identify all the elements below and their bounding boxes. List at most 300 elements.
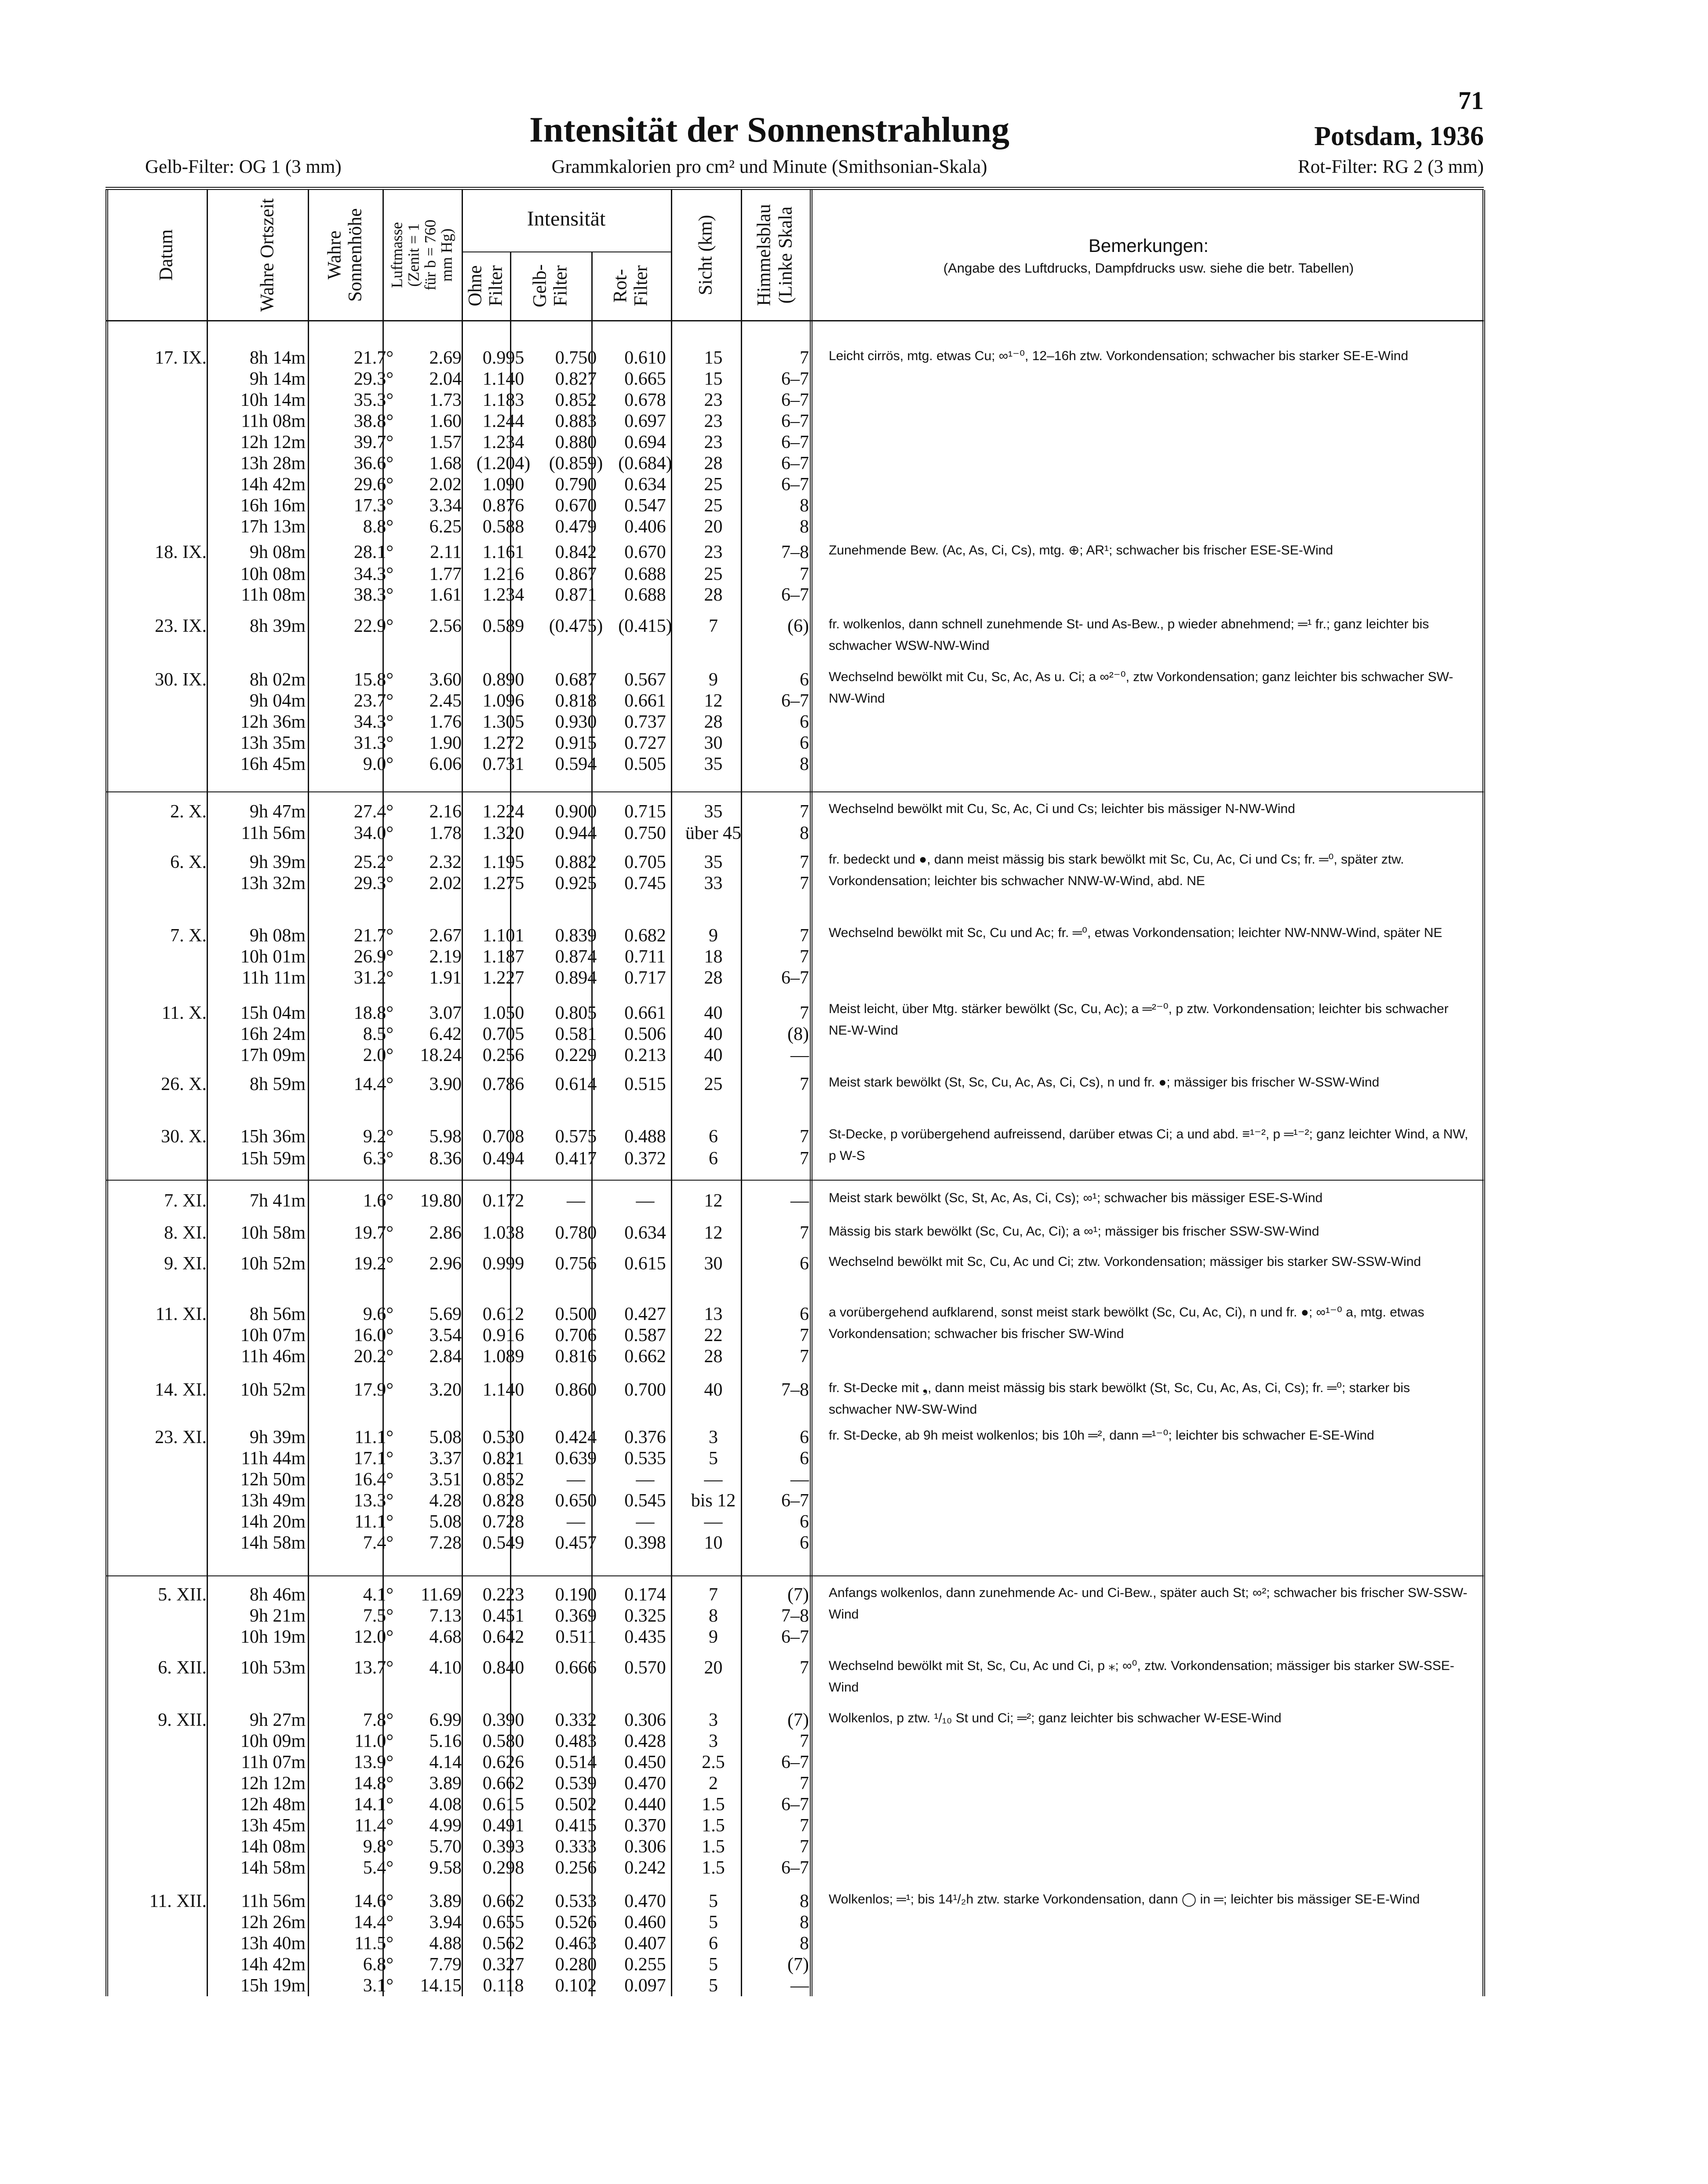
cell-ohne-filter: 0.491	[482, 1816, 524, 1836]
cell-time: 8h 02m	[249, 670, 306, 690]
cell-himmelsblau: 7	[800, 852, 809, 872]
cell-air-mass: 4.68	[429, 1627, 462, 1647]
remark-text: fr. wolkenlos, dann schnell zunehmende St- und As-Bew., p wieder abnehmend; ═¹ fr.; ganz leichter bis schwacher WSW-NW-Wind	[829, 617, 1429, 653]
cell-rot-filter: 0.450	[624, 1752, 666, 1772]
cell-ohne-filter: 0.451	[482, 1606, 524, 1626]
cell-gelb-filter: 0.614	[555, 1074, 597, 1094]
table-row	[106, 1605, 813, 1627]
cell-ohne-filter: 1.320	[482, 823, 524, 843]
cell-himmelsblau: (8)	[787, 1024, 809, 1044]
cell-ohne-filter: 0.588	[482, 517, 524, 537]
cell-gelb-filter: 0.575	[555, 1127, 597, 1147]
cell-sicht: 3	[709, 1427, 718, 1447]
cell-gelb-filter: 0.867	[555, 564, 597, 584]
cell-air-mass: 2.04	[429, 369, 462, 389]
cell-gelb-filter: 0.650	[555, 1491, 597, 1511]
cell-sun-height: 11.5°	[354, 1933, 393, 1954]
cell-sun-height: 14.1°	[353, 1794, 393, 1815]
cell-time: 9h 14m	[249, 369, 306, 389]
cell-sicht: 5	[709, 1891, 718, 1911]
cell-date: 9. XII.	[158, 1710, 207, 1730]
cell-time: 8h 14m	[249, 348, 306, 368]
cell-gelb-filter: 0.842	[555, 542, 597, 562]
cell-himmelsblau: —	[790, 1469, 809, 1490]
table-row	[106, 516, 813, 538]
cell-sicht: 40	[704, 1380, 723, 1400]
cell-himmelsblau: 7	[800, 1325, 809, 1345]
table-row	[106, 347, 813, 369]
cell-himmelsblau: 6	[800, 1512, 809, 1532]
cell-rot-filter: 0.306	[624, 1710, 666, 1730]
table-row	[106, 584, 813, 606]
cell-air-mass: 19.80	[420, 1191, 462, 1211]
header-sonnenhoehe: Wahre Sonnenhöhe	[324, 208, 366, 302]
cell-sicht: 5	[709, 1976, 718, 1996]
cell-gelb-filter: 0.639	[555, 1448, 597, 1469]
cell-sun-height: 20.2°	[353, 1346, 393, 1367]
header-himmelsblau	[754, 204, 797, 306]
table-row	[106, 1126, 813, 1148]
table-row	[106, 1222, 813, 1244]
cell-time: 9h 08m	[249, 926, 306, 946]
table-row	[106, 1731, 813, 1753]
cell-air-mass: 1.61	[429, 585, 462, 605]
header-sicht: Sicht (km)	[695, 215, 716, 295]
cell-time: 9h 39m	[249, 1427, 306, 1447]
cell-time: 15h 36m	[240, 1127, 306, 1147]
cell-time: 11h 08m	[241, 585, 306, 605]
table-row	[106, 1003, 813, 1025]
cell-sicht: 18	[704, 947, 723, 967]
cell-date: 14. XI.	[155, 1380, 207, 1400]
cell-rot-filter: 0.711	[625, 947, 666, 967]
cell-sicht: 1.5	[702, 1837, 725, 1857]
table-row	[106, 432, 813, 454]
cell-himmelsblau: 7	[800, 1658, 809, 1678]
cell-date: 30. X.	[161, 1127, 207, 1147]
cell-sun-height: 28.1°	[353, 542, 393, 562]
cell-rot-filter: 0.255	[624, 1954, 666, 1975]
cell-sun-height: 13.7°	[353, 1658, 393, 1678]
cell-ohne-filter: 0.298	[482, 1858, 524, 1878]
cell-gelb-filter: 0.780	[555, 1223, 597, 1243]
cell-air-mass: 7.79	[429, 1954, 462, 1975]
cell-time: 14h 08m	[240, 1837, 306, 1857]
cell-sicht: 9	[709, 1627, 718, 1647]
cell-sun-height: 21.7°	[353, 348, 393, 368]
cell-ohne-filter: 0.223	[482, 1585, 524, 1605]
cell-sun-height: 18.8°	[353, 1003, 393, 1023]
cell-sun-height: 5.4°	[363, 1858, 393, 1878]
table-row	[106, 1773, 813, 1795]
cell-sicht: 12	[704, 1191, 723, 1211]
cell-himmelsblau: 8	[800, 1891, 809, 1911]
cell-time: 14h 58m	[240, 1858, 306, 1878]
cell-gelb-filter: 0.424	[555, 1427, 597, 1447]
cell-ohne-filter: 0.705	[482, 1024, 524, 1044]
cell-gelb-filter: 0.539	[555, 1773, 597, 1794]
cell-air-mass: 7.13	[429, 1606, 462, 1626]
cell-gelb-filter: 0.925	[555, 873, 597, 893]
cell-rot-filter: (0.415)	[618, 616, 672, 636]
cell-gelb-filter: —	[567, 1191, 585, 1211]
cell-time: 17h 09m	[240, 1045, 306, 1065]
cell-sun-height: 17.1°	[353, 1448, 393, 1469]
cell-time: 9h 47m	[249, 802, 306, 822]
table-row	[106, 1469, 813, 1491]
cell-sicht: 35	[704, 754, 723, 774]
cell-himmelsblau: 6–7	[781, 585, 809, 605]
cell-ohne-filter: 0.708	[482, 1127, 524, 1147]
cell-time: 10h 19m	[240, 1627, 306, 1647]
cell-himmelsblau: —	[790, 1976, 809, 1996]
cell-rot-filter: 0.717	[624, 968, 666, 988]
cell-sicht: 25	[704, 474, 723, 495]
cell-air-mass: 2.02	[429, 873, 462, 893]
cell-sicht: 35	[704, 852, 723, 872]
table-row	[106, 1657, 813, 1679]
cell-air-mass: 2.19	[429, 947, 462, 967]
cell-rot-filter: 0.634	[624, 1223, 666, 1243]
cell-sicht: 6	[709, 1149, 718, 1169]
section-rule	[106, 1575, 1484, 1576]
table-row	[106, 1304, 813, 1326]
table-row	[106, 1752, 813, 1774]
cell-air-mass: 1.90	[429, 733, 462, 753]
cell-time: 10h 07m	[240, 1325, 306, 1345]
remark-text: Wechselnd bewölkt mit Sc, Cu, Ac und Ci; ztw. Vorkondensation; mässiger bis starker SW-SSW-Wind	[829, 1254, 1421, 1269]
cell-sicht: 1.5	[702, 1794, 725, 1815]
cell-ohne-filter: 1.234	[482, 585, 524, 605]
cell-gelb-filter: 0.756	[555, 1254, 597, 1274]
header-gelb-filter: Gelb-Filter	[529, 264, 571, 307]
cell-date: 30. IX.	[155, 670, 207, 690]
cell-rot-filter: 0.715	[624, 802, 666, 822]
cell-gelb-filter: 0.256	[555, 1858, 597, 1878]
cell-air-mass: 1.73	[429, 390, 462, 410]
cell-ohne-filter: 1.140	[482, 369, 524, 389]
cell-gelb-filter: 0.229	[555, 1045, 597, 1065]
table-row	[106, 1490, 813, 1512]
cell-gelb-filter: (0.859)	[549, 453, 603, 474]
cell-air-mass: 2.69	[429, 348, 462, 368]
cell-ohne-filter: 0.530	[482, 1427, 524, 1447]
cell-gelb-filter: 0.915	[555, 733, 597, 753]
cell-date: 6. X.	[170, 852, 207, 872]
cell-gelb-filter: 0.511	[555, 1627, 597, 1647]
cell-sicht: —	[704, 1512, 723, 1532]
cell-sun-height: 17.3°	[353, 496, 393, 516]
cell-ohne-filter: 0.393	[482, 1837, 524, 1857]
cell-ohne-filter: 0.549	[482, 1533, 524, 1553]
cell-sicht: 1.5	[702, 1816, 725, 1836]
header-luftmasse-2: (Zenit = 1	[404, 223, 422, 287]
cell-time: 10h 08m	[240, 564, 306, 584]
cell-air-mass: 3.51	[429, 1469, 462, 1490]
cell-ohne-filter: 1.096	[482, 691, 524, 711]
cell-sun-height: 29.3°	[353, 873, 393, 893]
cell-himmelsblau: (7)	[787, 1710, 809, 1730]
cell-air-mass: 5.69	[429, 1304, 462, 1324]
cell-air-mass: 4.88	[429, 1933, 462, 1954]
remark-text: Wolkenlos; ═¹; bis 14¹/₂h ztw. starke Vorkondensation, dann ◯ in ═; leichter bis mässiger SE-E-Wind	[829, 1892, 1420, 1907]
cell-date: 7. X.	[170, 926, 207, 946]
cell-himmelsblau: (7)	[787, 1585, 809, 1605]
cell-time: 8h 59m	[249, 1074, 306, 1094]
cell-date: 23. IX.	[155, 616, 207, 636]
cell-himmelsblau: 7	[800, 947, 809, 967]
cell-himmelsblau: 6–7	[781, 968, 809, 988]
cell-sun-height: 14.8°	[353, 1773, 393, 1794]
header-himmelsblau-1: Himmelsblau	[754, 204, 775, 306]
cell-rot-filter: 0.440	[624, 1794, 666, 1815]
cell-time: 10h 01m	[240, 947, 306, 967]
cell-himmelsblau: 6–7	[781, 453, 809, 474]
cell-sicht: 40	[704, 1045, 723, 1065]
cell-sun-height: 34.3°	[353, 564, 393, 584]
cell-ohne-filter: 0.655	[482, 1912, 524, 1932]
table-row	[106, 1710, 813, 1732]
table-row	[106, 474, 813, 496]
cell-rot-filter: 0.306	[624, 1837, 666, 1857]
table-row	[106, 1253, 813, 1275]
cell-sicht: 23	[704, 542, 723, 562]
cell-time: 15h 04m	[240, 1003, 306, 1023]
remark-text: Wechselnd bewölkt mit Cu, Sc, Ac, Ci und Cs; leichter bis mässiger N-NW-Wind	[829, 802, 1295, 816]
table-row	[106, 946, 813, 968]
cell-sun-height: 7.4°	[363, 1533, 393, 1553]
table-row	[106, 1045, 813, 1067]
cell-time: 9h 21m	[249, 1606, 306, 1626]
cell-himmelsblau: 6	[800, 1427, 809, 1447]
cell-sicht: 10	[704, 1533, 723, 1553]
cell-sicht: 5	[709, 1912, 718, 1932]
cell-time: 11h 46m	[241, 1346, 306, 1367]
cell-himmelsblau: 6–7	[781, 1858, 809, 1878]
cell-air-mass: 3.20	[429, 1380, 462, 1400]
cell-sun-height: 11.0°	[354, 1731, 393, 1751]
cell-ohne-filter: 0.876	[482, 496, 524, 516]
cell-rot-filter: 0.407	[624, 1933, 666, 1954]
cell-gelb-filter: —	[567, 1469, 585, 1490]
cell-air-mass: 4.14	[429, 1752, 462, 1772]
cell-air-mass: 6.25	[429, 517, 462, 537]
cell-himmelsblau: 7	[800, 1003, 809, 1023]
cell-air-mass: 18.24	[420, 1045, 462, 1065]
cell-gelb-filter: 0.280	[555, 1954, 597, 1975]
cell-air-mass: 6.99	[429, 1710, 462, 1730]
cell-rot-filter: (0.684)	[618, 453, 672, 474]
cell-time: 13h 45m	[240, 1816, 306, 1836]
remark-text: Meist leicht, über Mtg. stärker bewölkt (Sc, Cu, Ac); a ═²⁻⁰, p ztw. Vorkondensation; leichter bis schwacher NE-W-Wind	[829, 1002, 1449, 1038]
cell-himmelsblau: 7	[800, 1223, 809, 1243]
cell-sun-height: 3.1°	[363, 1976, 393, 1996]
cell-himmelsblau: 6–7	[781, 1794, 809, 1815]
cell-ohne-filter: 1.195	[482, 852, 524, 872]
cell-ohne-filter: 1.050	[482, 1003, 524, 1023]
cell-sun-height: 38.8°	[353, 411, 393, 431]
cell-time: 9h 04m	[249, 691, 306, 711]
cell-sun-height: 34.0°	[353, 823, 393, 843]
remark-text: St-Decke, p vorübergehend aufreissend, darüber etwas Ci; a und abd. ≡¹⁻², p ═¹⁻²; ganz leichter Wind, a NW, p W-S	[829, 1127, 1468, 1163]
cell-sicht: 30	[704, 1254, 723, 1274]
cell-air-mass: 2.56	[429, 616, 462, 636]
cell-himmelsblau: 7–8	[781, 1606, 809, 1626]
cell-sicht: 12	[704, 691, 723, 711]
cell-rot-filter: 0.678	[624, 390, 666, 410]
cell-time: 10h 14m	[240, 390, 306, 410]
cell-time: 14h 58m	[240, 1533, 306, 1553]
table-row	[106, 1532, 813, 1554]
cell-sicht: 8	[709, 1606, 718, 1626]
cell-rot-filter: 0.174	[624, 1585, 666, 1605]
cell-time: 16h 24m	[240, 1024, 306, 1044]
cell-ohne-filter: 1.216	[482, 564, 524, 584]
table-row	[106, 1074, 813, 1096]
cell-date: 9. XI.	[164, 1254, 207, 1274]
cell-sun-height: 11.1°	[354, 1512, 393, 1532]
cell-time: 8h 56m	[249, 1304, 306, 1324]
cell-rot-filter: 0.697	[624, 411, 666, 431]
cell-ohne-filter: 0.642	[482, 1627, 524, 1647]
cell-gelb-filter: 0.852	[555, 390, 597, 410]
cell-sun-height: 39.7°	[353, 432, 393, 452]
cell-sun-height: 23.7°	[353, 691, 393, 711]
cell-time: 10h 53m	[240, 1658, 306, 1678]
cell-air-mass: 2.11	[430, 542, 462, 562]
cell-time: 9h 27m	[249, 1710, 306, 1730]
cell-ohne-filter: 0.728	[482, 1512, 524, 1532]
cell-ohne-filter: 0.612	[482, 1304, 524, 1324]
cell-air-mass: 2.86	[429, 1223, 462, 1243]
cell-gelb-filter: 0.483	[555, 1731, 597, 1751]
cell-rot-filter: 0.427	[624, 1304, 666, 1324]
remark-text: Meist stark bewölkt (Sc, St, Ac, As, Ci, Cs); ∞¹; schwacher bis mässiger ESE-S-Wind	[829, 1191, 1323, 1205]
cell-himmelsblau: 6	[800, 712, 809, 732]
cell-ohne-filter: 0.731	[482, 754, 524, 774]
cell-air-mass: 5.08	[429, 1512, 462, 1532]
cell-sun-height: 29.3°	[353, 369, 393, 389]
cell-gelb-filter: 0.333	[555, 1837, 597, 1857]
remark-text: Anfangs wolkenlos, dann zunehmende Ac- und Ci-Bew., später auch St; ∞²; schwacher bis frischer SW-SSW-Wind	[829, 1586, 1468, 1622]
cell-air-mass: 3.37	[429, 1448, 462, 1469]
cell-air-mass: 2.32	[429, 852, 462, 872]
filter-left: Gelb-Filter: OG 1 (3 mm)	[145, 157, 342, 177]
cell-himmelsblau: 6–7	[781, 411, 809, 431]
cell-ohne-filter: 0.172	[482, 1191, 524, 1211]
table-row	[106, 1024, 813, 1046]
cell-ohne-filter: 1.140	[482, 1380, 524, 1400]
cell-ohne-filter: 1.187	[482, 947, 524, 967]
cell-sun-height: 9.0°	[363, 754, 393, 774]
column-line	[1482, 190, 1485, 1996]
cell-gelb-filter: 0.790	[555, 474, 597, 495]
cell-rot-filter: 0.325	[624, 1606, 666, 1626]
cell-time: 12h 12m	[240, 432, 306, 452]
table-row	[106, 1933, 813, 1955]
cell-air-mass: 2.96	[429, 1254, 462, 1274]
cell-rot-filter: 0.570	[624, 1658, 666, 1678]
cell-himmelsblau: 7	[800, 1816, 809, 1836]
cell-himmelsblau: —	[790, 1045, 809, 1065]
cell-time: 14h 42m	[240, 1954, 306, 1975]
cell-gelb-filter: 0.670	[555, 496, 597, 516]
table-row	[106, 1626, 813, 1648]
cell-ohne-filter: 0.390	[482, 1710, 524, 1730]
cell-air-mass: 1.76	[429, 712, 462, 732]
cell-sun-height: 25.2°	[353, 852, 393, 872]
cell-air-mass: 2.16	[429, 802, 462, 822]
cell-rot-filter: 0.213	[624, 1045, 666, 1065]
remark-text: fr. St-Decke mit ❟, dann meist mässig bis stark bewölkt (St, Sc, Cu, Ac, As, Ci, Cs); fr. ═⁰; starker bis schwacher NW-SW-Wind	[829, 1381, 1410, 1417]
cell-rot-filter: 0.661	[624, 691, 666, 711]
cell-sun-height: 14.6°	[353, 1891, 393, 1911]
cell-rot-filter: 0.435	[624, 1627, 666, 1647]
cell-sun-height: 19.7°	[353, 1223, 393, 1243]
cell-rot-filter: 0.705	[624, 852, 666, 872]
cell-ohne-filter: 0.580	[482, 1731, 524, 1751]
cell-sicht: 7	[709, 1585, 718, 1605]
cell-rot-filter: —	[636, 1469, 655, 1490]
cell-date: 11. XI.	[155, 1304, 207, 1324]
table-row	[106, 1794, 813, 1816]
cell-ohne-filter: 1.305	[482, 712, 524, 732]
cell-himmelsblau: 7	[800, 1127, 809, 1147]
cell-ohne-filter: 1.234	[482, 432, 524, 452]
cell-ohne-filter: 1.101	[482, 926, 524, 946]
cell-air-mass: 5.98	[429, 1127, 462, 1147]
cell-sicht: 28	[704, 585, 723, 605]
cell-gelb-filter: 0.883	[555, 411, 597, 431]
cell-date: 7. XI.	[164, 1191, 207, 1211]
cell-himmelsblau: 7	[800, 926, 809, 946]
cell-air-mass: 4.99	[429, 1816, 462, 1836]
cell-rot-filter: 0.634	[624, 474, 666, 495]
table-row	[106, 1448, 813, 1470]
cell-time: 13h 28m	[240, 453, 306, 474]
remark-text: Wechselnd bewölkt mit Cu, Sc, Ac, As u. Ci; a ∞²⁻⁰, ztw Vorkondensation; ganz leichter bis schwacher SW-NW-Wind	[829, 670, 1453, 706]
cell-sicht: 3	[709, 1731, 718, 1751]
cell-sicht: 30	[704, 733, 723, 753]
cell-time: 13h 40m	[240, 1933, 306, 1954]
cell-himmelsblau: 6–7	[781, 1491, 809, 1511]
cell-sicht: 28	[704, 1346, 723, 1367]
cell-date: 8. XI.	[164, 1223, 207, 1243]
cell-rot-filter: 0.545	[624, 1491, 666, 1511]
cell-air-mass: 11.69	[421, 1585, 462, 1605]
cell-gelb-filter: 0.871	[555, 585, 597, 605]
cell-rot-filter: 0.615	[624, 1254, 666, 1274]
cell-sun-height: 17.9°	[353, 1380, 393, 1400]
table-row	[106, 733, 813, 755]
table-row	[106, 852, 813, 874]
cell-air-mass: 1.68	[429, 453, 462, 474]
cell-himmelsblau: 6	[800, 733, 809, 753]
cell-sun-height: 4.1°	[363, 1585, 393, 1605]
cell-air-mass: 6.42	[429, 1024, 462, 1044]
cell-rot-filter: 0.097	[624, 1976, 666, 1996]
section-rule	[106, 1180, 1484, 1181]
cell-sun-height: 21.7°	[353, 926, 393, 946]
cell-ohne-filter: 1.161	[482, 542, 524, 562]
cell-time: 10h 58m	[240, 1223, 306, 1243]
cell-sicht: 23	[704, 432, 723, 452]
cell-rot-filter: 0.470	[624, 1773, 666, 1794]
table-row	[106, 669, 813, 691]
cell-air-mass: 5.08	[429, 1427, 462, 1447]
cell-time: 11h 56m	[241, 823, 306, 843]
cell-sun-height: 31.2°	[353, 968, 393, 988]
